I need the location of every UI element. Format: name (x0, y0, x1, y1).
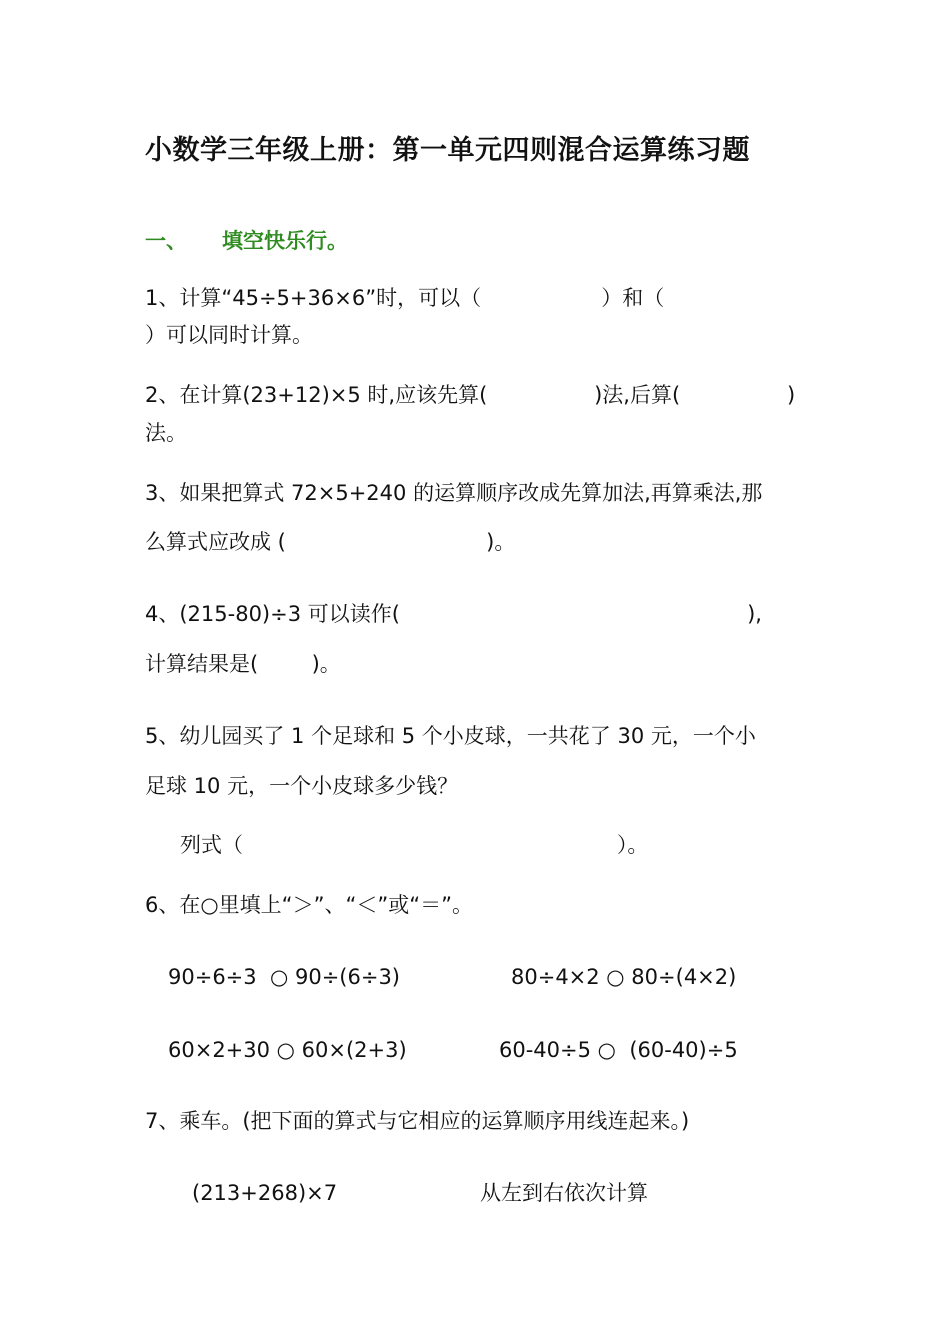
question-1-line-2: ）可以同时计算。 (145, 323, 313, 347)
question-7-right-order: 从左到右依次计算 (480, 1181, 648, 1205)
question-6-item-a: 90÷6÷3 ○ 90÷(6÷3) (168, 965, 401, 989)
question-6-item-b: 80÷4×2 ○ 80÷(4×2) (511, 965, 737, 989)
question-6-item-c: 60×2+30 ○ 60×(2+3) (168, 1038, 407, 1062)
question-7-line-1: 7、乘车。(把下面的算式与它相应的运算顺序用线连起来。) (145, 1109, 690, 1133)
question-5-answer-line: 列式（ ）。 (180, 833, 649, 857)
page-title: 小数学三年级上册：第一单元四则混合运算练习题 (145, 135, 750, 166)
question-4-line-2: 计算结果是( )。 (145, 652, 341, 676)
question-6-item-d: 60-40÷5 ○ (60-40)÷5 (499, 1038, 738, 1062)
question-3-line-2: 么算式应改成 ( )。 (145, 530, 516, 554)
question-1-line-1: 1、计算“45÷5+36×6”时，可以（ ）和（ (145, 286, 665, 310)
question-4-line-1: 4、(215-80)÷3 可以读作( ), (145, 602, 762, 626)
section-heading: 填空快乐行。 (222, 229, 348, 253)
question-2-line-1: 2、在计算(23+12)×5 时,应该先算( )法,后算( ) (145, 383, 796, 407)
question-2-line-2: 法。 (145, 421, 187, 445)
question-5-line-1: 5、幼儿园买了 1 个足球和 5 个小皮球，一共花了 30 元，一个小 (145, 724, 756, 748)
question-3-line-1: 3、如果把算式 72×5+240 的运算顺序改成先算加法,再算乘法,那 (145, 481, 763, 505)
question-7-left-expression: (213+268)×7 (192, 1181, 338, 1205)
question-5-line-2: 足球 10 元，一个小皮球多少钱？ (145, 774, 459, 798)
question-6-line-1: 6、在○里填上“＞”、“＜”或“＝”。 (145, 893, 473, 917)
section-number: 一、 (145, 229, 187, 253)
